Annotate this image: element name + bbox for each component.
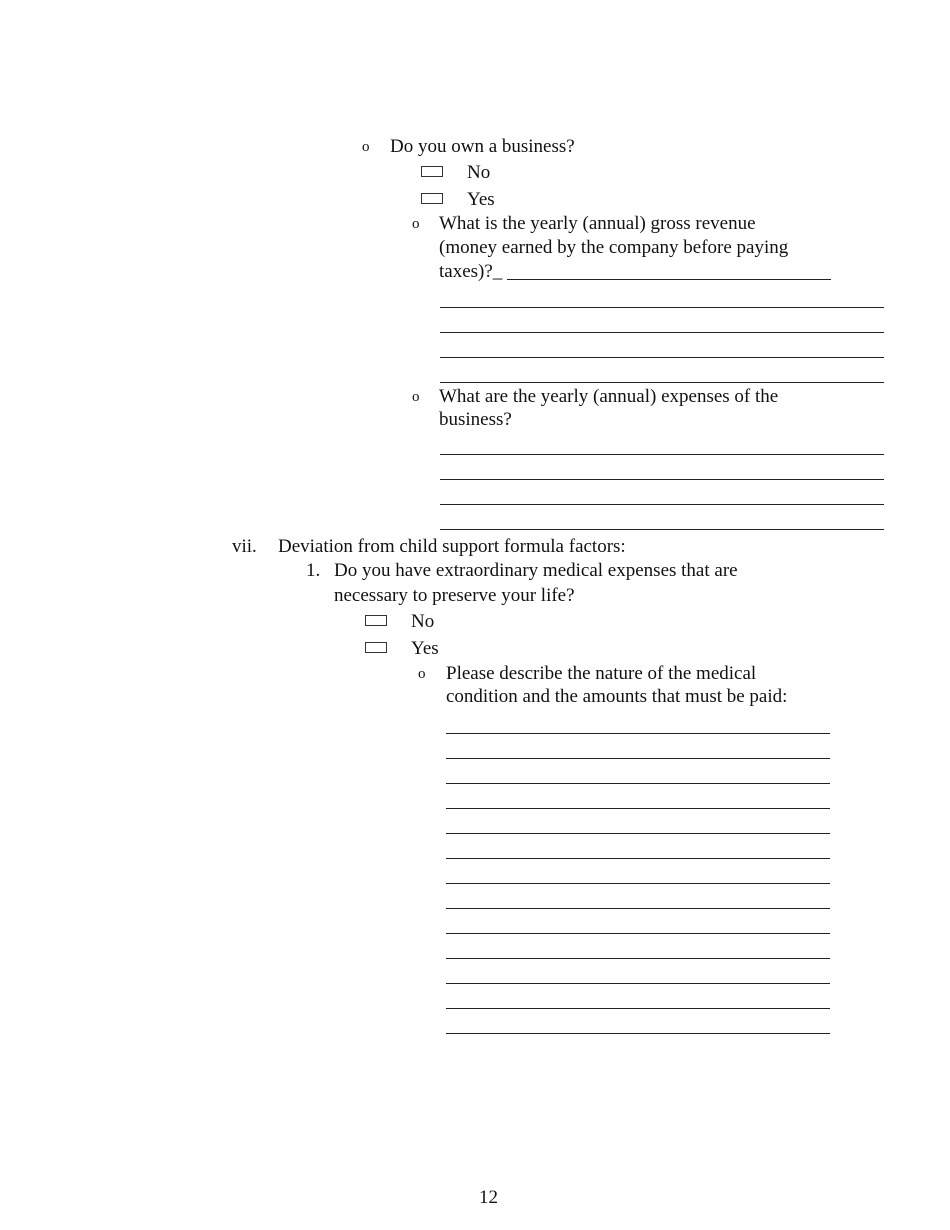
bullet-marker: o [418, 666, 426, 682]
expenses-answer-line[interactable] [440, 529, 884, 530]
bullet-marker: o [412, 389, 420, 405]
medical-answer-line[interactable] [446, 733, 830, 734]
medical-answer-line[interactable] [446, 908, 830, 909]
medical-answer-line[interactable] [446, 933, 830, 934]
expenses-answer-line[interactable] [440, 504, 884, 505]
revenue-question-line-2: (money earned by the company before paying [439, 237, 789, 258]
business-question: Do you own a business? [390, 136, 575, 157]
medical-followup-line-2: condition and the amounts that must be paid: [446, 686, 788, 707]
medical-answer-line[interactable] [446, 983, 830, 984]
expenses-answer-line[interactable] [440, 479, 884, 480]
medical-question-line-1: Do you have extraordinary medical expenses that are [334, 560, 738, 581]
medical-answer-line[interactable] [446, 783, 830, 784]
medical-yes-checkbox[interactable] [365, 642, 387, 653]
medical-question-line-2: necessary to preserve your life? [334, 585, 575, 606]
medical-answer-line[interactable] [446, 758, 830, 759]
expenses-question-line-2: business? [439, 409, 512, 430]
medical-no-checkbox[interactable] [365, 615, 387, 626]
business-no-checkbox[interactable] [421, 166, 443, 177]
expenses-question-line-1: What are the yearly (annual) expenses of the [439, 386, 779, 407]
section-roman-numeral: vii. [232, 536, 257, 557]
business-no-label: No [467, 162, 491, 183]
medical-answer-line[interactable] [446, 833, 830, 834]
page-number: 12 [479, 1187, 498, 1208]
revenue-answer-line[interactable] [440, 382, 884, 383]
business-yes-checkbox[interactable] [421, 193, 443, 204]
medical-answer-line[interactable] [446, 808, 830, 809]
medical-yes-label: Yes [411, 638, 439, 659]
medical-answer-line[interactable] [446, 883, 830, 884]
expenses-answer-line[interactable] [440, 454, 884, 455]
medical-followup-line-1: Please describe the nature of the medical [446, 663, 757, 684]
revenue-question-line-3: taxes)?_ [439, 261, 503, 282]
item-number: 1. [306, 560, 321, 581]
medical-no-label: No [411, 611, 435, 632]
medical-answer-line[interactable] [446, 1008, 830, 1009]
bullet-marker: o [362, 139, 370, 155]
medical-answer-line[interactable] [446, 958, 830, 959]
section-heading: Deviation from child support formula factors: [278, 536, 626, 557]
revenue-question-line-1: What is the yearly (annual) gross revenue [439, 213, 756, 234]
medical-answer-line[interactable] [446, 858, 830, 859]
revenue-answer-line[interactable] [440, 332, 884, 333]
medical-answer-line[interactable] [446, 1033, 830, 1034]
business-yes-label: Yes [467, 189, 495, 210]
bullet-marker: o [412, 216, 420, 232]
revenue-answer-line[interactable] [440, 357, 884, 358]
revenue-answer-line[interactable] [440, 307, 884, 308]
revenue-inline-answer-line[interactable] [507, 279, 831, 280]
